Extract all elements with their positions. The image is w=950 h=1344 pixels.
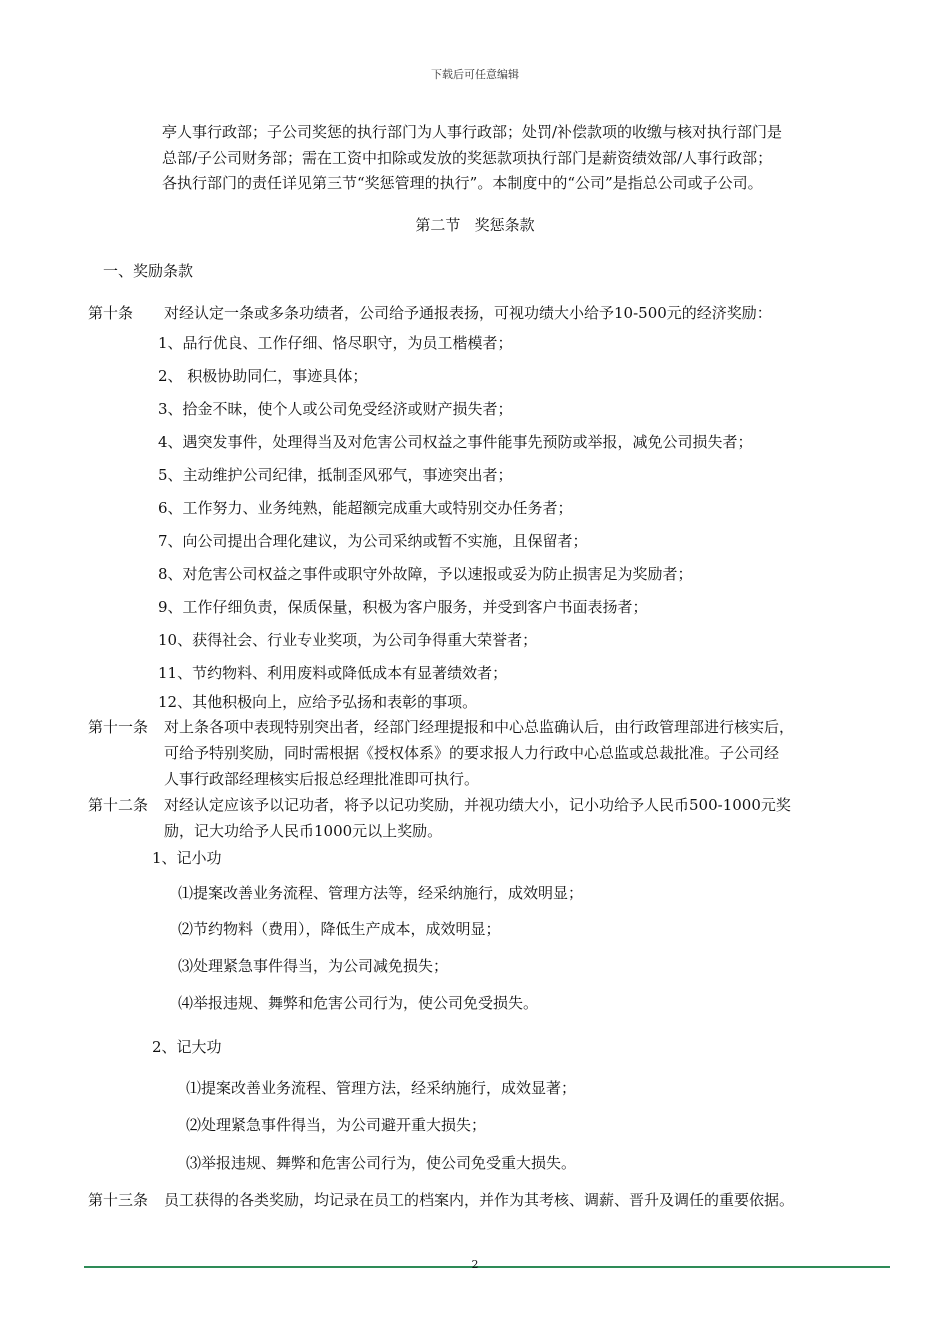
article-label: 第十三条	[88, 1191, 149, 1209]
page-number: 2	[471, 1258, 479, 1271]
list-item: 11、节约物料、利用废料或降低成本有显著绩效者；	[158, 664, 508, 682]
merit-major-title: 2、记大功	[152, 1038, 222, 1056]
article-text: 员工获得的各类奖励，均记录在员工的档案内，并作为其考核、调薪、晋升及调任的重要依据。	[164, 1191, 795, 1209]
list-item: 12、其他积极向上，应给予弘扬和表彰的事项。	[158, 693, 478, 711]
article-line: 对上条各项中表现特别突出者，经部门经理提报和中心总监确认后，由行政管理部进行核实后，	[164, 718, 795, 736]
article-label: 第十条	[88, 304, 134, 322]
article-label: 第十二条	[88, 796, 149, 814]
article-text: 对经认定一条或多条功绩者，公司给予通报表扬，可视功绩大小给予10-500元的经济奖励：	[164, 304, 772, 322]
article-line: 励，记大功给予人民币1000元以上奖励。	[164, 822, 443, 840]
list-item: ⑴提案改善业务流程、管理方法等，经采纳施行，成效明显；	[178, 884, 584, 902]
subsection-title: 一、奖励条款	[103, 262, 194, 280]
list-item: ⑶举报违规、舞弊和危害公司行为，使公司免受重大损失。	[186, 1154, 577, 1172]
list-item: 4、遇突发事件，处理得当及对危害公司权益之事件能事先预防或举报，减免公司损失者；	[158, 433, 753, 451]
article-label: 第十一条	[88, 718, 149, 736]
intro-line: 亭人事行政部；子公司奖惩的执行部门为人事行政部；处罚/补偿款项的收缴与核对执行部门是	[162, 123, 783, 141]
list-item: 2、 积极协助同仁，事迹具体；	[158, 367, 368, 385]
list-item: 3、拾金不昧，使个人或公司免受经济或财产损失者；	[158, 400, 513, 418]
list-item: ⑴提案改善业务流程、管理方法，经采纳施行，成效显著；	[186, 1079, 577, 1097]
merit-minor-title: 1、记小功	[152, 849, 222, 867]
article-line: 对经认定应该予以记功者，将予以记功奖励，并视功绩大小，记小功给予人民币500-1000元奖	[164, 796, 791, 814]
section-title: 第二节 奖惩条款	[415, 216, 535, 234]
list-item: 1、品行优良、工作仔细、恪尽职守，为员工楷模者；	[158, 334, 513, 352]
list-item: 10、获得社会、行业专业奖项，为公司争得重大荣誉者；	[158, 631, 538, 649]
list-item: 8、对危害公司权益之事件或职守外故障，予以速报或妥为防止损害足为奖励者；	[158, 565, 693, 583]
list-item: 7、向公司提出合理化建议，为公司采纳或暂不实施，且保留者；	[158, 532, 588, 550]
list-item: ⑷举报违规、舞弊和危害公司行为，使公司免受损失。	[178, 994, 539, 1012]
list-item: 9、工作仔细负责，保质保量，积极为客户服务，并受到客户书面表扬者；	[158, 598, 648, 616]
page-header: 下载后可任意编辑	[431, 68, 519, 81]
intro-line: 总部/子公司财务部；需在工资中扣除或发放的奖惩款项执行部门是薪资绩效部/人事行政部；	[162, 149, 773, 167]
list-item: 6、工作努力、业务纯熟，能超额完成重大或特别交办任务者；	[158, 499, 573, 517]
intro-line: 各执行部门的责任详见第三节“奖惩管理的执行”。本制度中的“公司”是指总公司或子公司。	[162, 174, 763, 192]
article-line: 人事行政部经理核实后报总经理批准即可执行。	[164, 770, 480, 788]
article-line: 可给予特别奖励，同时需根据《授权体系》的要求报人力行政中心总监或总裁批准。子公司经	[164, 744, 780, 762]
list-item: 5、主动维护公司纪律，抵制歪风邪气，事迹突出者；	[158, 466, 513, 484]
list-item: ⑶处理紧急事件得当，为公司减免损失；	[178, 957, 449, 975]
list-item: ⑵节约物料（费用），降低生产成本，成效明显；	[178, 920, 501, 938]
list-item: ⑵处理紧急事件得当，为公司避开重大损失；	[186, 1116, 487, 1134]
